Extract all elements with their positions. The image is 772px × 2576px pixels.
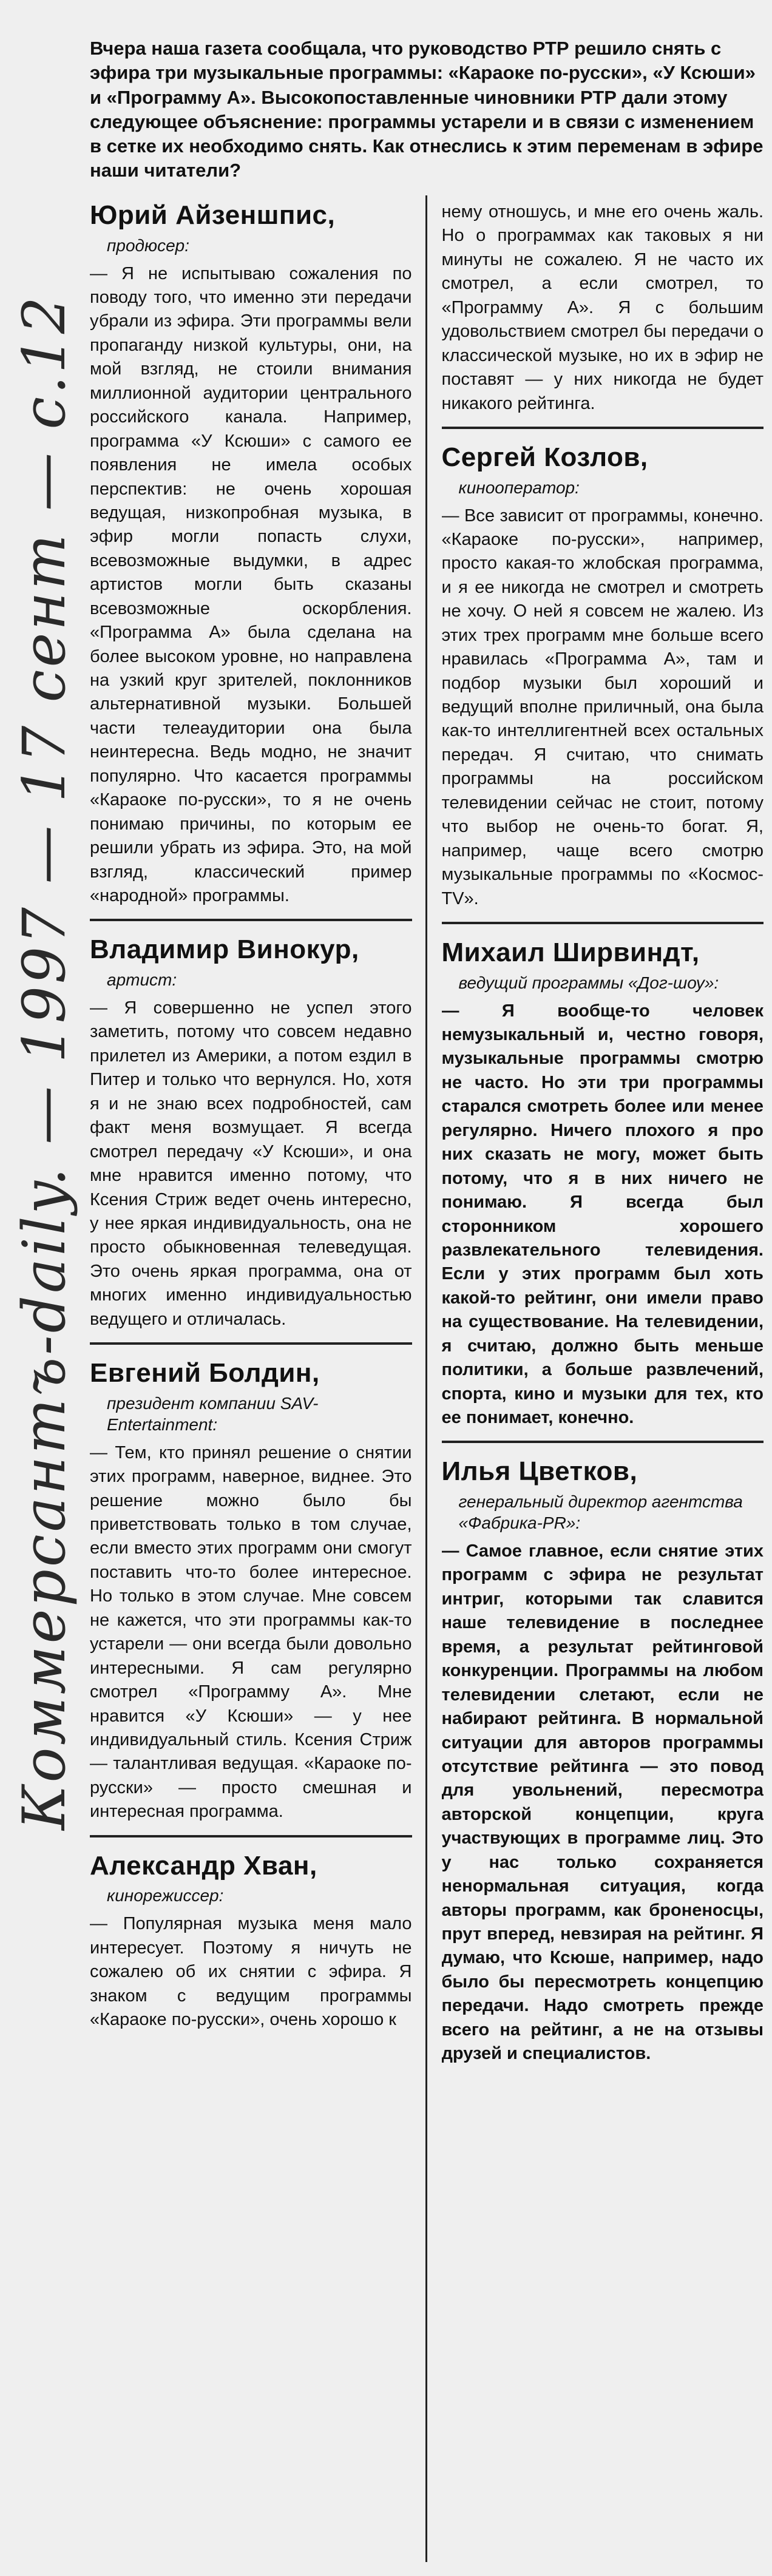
commenter-role: ведущий программы «Дог-шоу»: (458, 973, 719, 992)
comment-text: — Популярная музыка меня мало интересует. Поэтому я ничуть не сожалею об их снятии с эфира. Я знаком с ведущим программы «Караоке по-русски», очень хорошо к (90, 1914, 412, 2030)
commenter-name: Илья Цветков, (441, 1456, 638, 1487)
comment-text: — Тем, кто принял решение о снятии этих программ, наверное, виднее. Это решение можно было бы приветствовать только в том случае, если вместо этих программ они смогут поставить что-то более интересное. Но только в этом случае. Мне совсем не кажется, что эти программы как-то устарели — они всегда были довольно интересными. Я сам регулярно смотрел «Программу А». Мне нравится «У Ксюши» — у нее индивидуальный стиль. Ксения Стриж — талантливая ведущая. «Караоке по-русски» — просто смешная и интересная программа. (90, 1442, 412, 1822)
comment-block (442, 438, 764, 924)
comment-text: — Я совершенно не успел этого заметить, потому что совсем недавно прилетел из Америки, а потом ездил в Питер и только что вернулся. Но, хотя я и не знаю всех подробностей, сам факт меня возмущает. Я всегда смотрел передачу «У Ксюши», и она мне нравится именно потому, что Ксения Стриж ведет очень интересно, у нее яркая индивидуальность, она не просто обыкновенная телеведущая. Это очень яркая программа, она от многих именно индивидуальностью ведущего и отличалась. (90, 998, 412, 1329)
commenter-role: генеральный директор агентства «Фабрика-PR»: (458, 1492, 743, 1533)
commenter-name: Юрий Айзеншпис, (90, 200, 336, 230)
commenter-name: Владимир Винокур, (90, 935, 359, 965)
comment-text: — Я вообще-то человек немузыкальный и, честно говоря, музыкальные программы смотрю не часто. Но эти три программы старался смотреть более или менее регулярно. Ничего плохого я про них сказать не могу, может быть потому, что я в них ничего не понимаю. Я всегда был сторонником хорошего развлекательного телевидения. Если у этих программ был хоть какой-то рейтинг, они имели право на существование. На телевидении, я считаю, должно быть меньше политики, а больше развлечений, спорта, кино и музыки для тех, кто ее понимает, конечно. (441, 1001, 764, 1427)
comment-text: — Самое главное, если снятие этих программ с эфира не результат интриг, которыми так славится наше телевидение в последнее время, а результат рейтинговой конкуренции. Программы на любом телевидении слетают, если не набирают рейтинга. В нормальной ситуации для авторов программы отсутствие рейтинга — это повод для увольнений, пересмотра авторской концепции, круга участвующих в программе лиц. Это у нас только сохраняется ненормальная ситуация, когда авторы программ, как броненосцы, прут вперед, невзирая на рейтинг. Я думаю, что Ксюше, например, надо было бы пересмотреть концепцию передачи. Надо смотреть прежде всего на рейтинг, а не на отзывы друзей и специалистов. (441, 1541, 764, 2064)
commenter-role: кинооператор: (458, 478, 580, 497)
comment-text: нему отношусь, и мне его очень жаль. Но о программах как таковых я ни минуты не сожалею. Я не часто их смотрел, а если смотрел, то «Программу А». Я с большим удовольствием смотрел бы передачи о классической музыке, но их в эфир не поставят — у них никогда не будет никакого рейтинга. (441, 202, 764, 413)
comment-block (90, 1846, 412, 2043)
comment-text: — Я не испытываю сожаления по поводу того, что именно эти передачи убрали из эфира. Эти программы вели пропаганду низкой культуры, они, на мой взгляд, не стоили внимания миллионной аудитории центрального российского канала. Например, программа «У Ксюши» с самого ее появления не имела особых перспектив: не очень хорошая ведущая, низкопробная музыка, в эфир могли попасть слухи, всевозможные выдумки, в адрес артистов могли быть сказаны всевозможные оскорбления. «Программа А» была сделана на более высоком уровне, но направлена на узкий круг зрителей, поклонников альтернативной музыки. Большей части телеаудитории она была неинтересна. Ведь модно, не значит популярно. Что касается программы «Караоке по-русски», то я не очень понимаю причины, по которым ее решили убрать из эфира. Это, на мой взгляд, классический пример «народной» программы. (90, 263, 412, 905)
article-columns (90, 195, 764, 2562)
article (90, 36, 764, 2570)
handwritten-note-text: Коммерсантъ-daily. — 1997 — 17 сент — с.12 (10, 294, 78, 1830)
commenter-name: Александр Хван, (90, 1850, 317, 1881)
comment-block (90, 195, 412, 921)
comment-block (442, 1452, 764, 2077)
commenter-name: Сергей Козлов, (441, 442, 648, 472)
comment-block (90, 1353, 412, 1837)
commenter-role: продюсер: (107, 235, 190, 255)
handwritten-note (5, 243, 84, 1881)
left-column (90, 195, 427, 2562)
commenter-role: президент компании SAV-Entertainment: (107, 1393, 319, 1434)
commenter-name: Евгений Болдин, (90, 1358, 320, 1388)
commenter-role: артист: (107, 970, 177, 989)
comment-continuation (442, 195, 764, 429)
commenter-name: Михаил Ширвиндт, (441, 937, 700, 967)
lead-paragraph: Вчера наша газета сообщала, что руководство РТР решило снять с эфира три музыкальные программы: «Караоке по-русски», «У Ксюши» и «Программу А». Высокопоставленные чиновники РТР дали этому следующее объяснение: программы устарели и в связи с изменением в сетке их необходимо снять. Как отнеслись к этим переменам в эфире наши читатели? (90, 38, 764, 181)
commenter-role: кинорежиссер: (107, 1886, 224, 1905)
right-column (442, 195, 764, 2562)
comment-text: — Все зависит от программы, конечно. «Караоке по-русски», например, просто какая-то жлобская программа, и я ее никогда не смотрел и смотреть не хочу. О ней я совсем не жалею. Из этих трех программ мне больше всего нравилась «Программа А», там и подбор музыки был хороший и ведущий вполне приличный, она была как-то интеллигентней всех остальных передач. Я считаю, что снимать программы на российском телевидении сейчас не стоит, потому что выбор не очень-то богат. Я, например, чаще всего смотрю музыкальные программы по «Космос-TV». (441, 505, 764, 908)
comment-block (90, 930, 412, 1345)
comment-block (442, 933, 764, 1443)
